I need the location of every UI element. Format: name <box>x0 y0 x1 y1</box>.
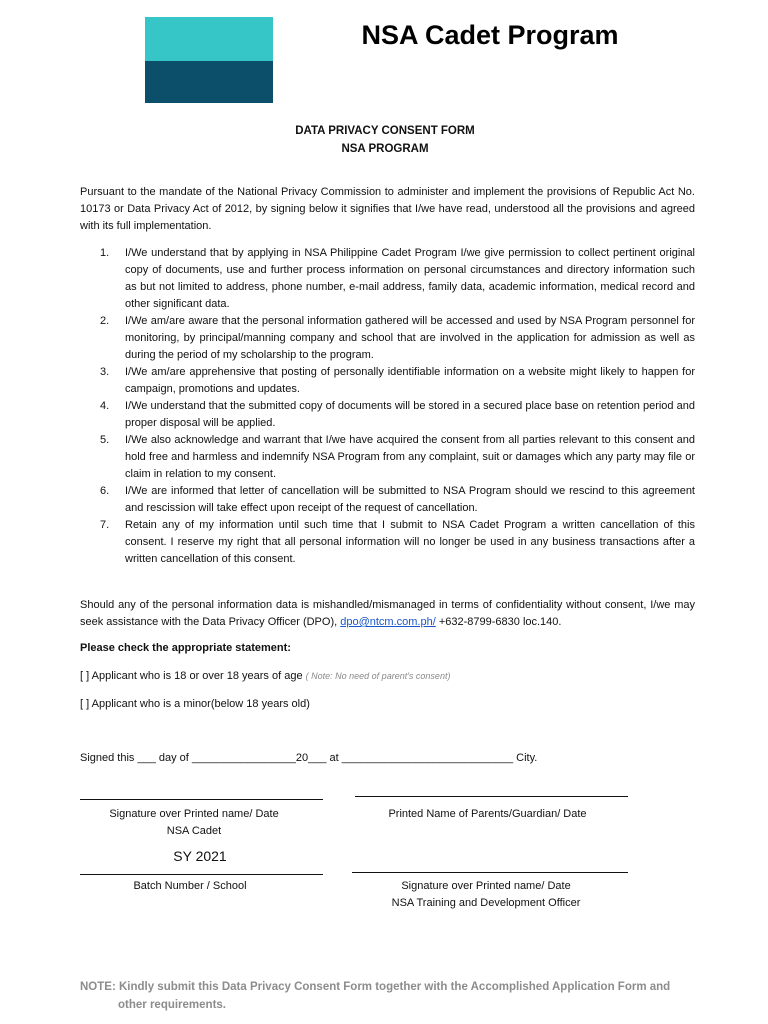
logo-bottom-block <box>145 61 273 103</box>
form-title <box>250 122 520 158</box>
footer-note <box>80 978 695 1014</box>
officer-signature-label: Signature over Printed name/ Date NSA Training and Development Officer <box>391 880 581 909</box>
left-signature-label: Signature over Printed name/ Date NSA Cadet <box>109 808 279 837</box>
batch-line <box>80 874 323 875</box>
form-title-line2: NSA PROGRAM <box>341 143 429 155</box>
consent-list <box>80 245 695 568</box>
footer-note-line2: other requirements. <box>118 999 226 1011</box>
left-signature-line <box>80 799 323 800</box>
list-item: 6. I/We are informed that letter of cancellation will be submitted to NSA Program should we rescind to this agreement and rescission will take effect upon receipt of the request of cancellation. <box>100 485 695 514</box>
right-signature-label: Printed Name of Parents/Guardian/ Date <box>388 808 587 820</box>
closing-paragraph <box>80 597 695 631</box>
right-signature-line <box>355 796 628 797</box>
closing-text: Should any of the personal information data is mishandled/mismanaged in terms of confidentiality without consent, I/we may seek assistance with the Data Privacy Officer (DPO), <box>80 599 695 628</box>
list-item: 4. I/We understand that the submitted copy of documents will be stored in a secured place base on retention period and proper disposal will be applied. <box>100 400 695 429</box>
option-adult-label: [ ] Applicant who is 18 or over 18 years of age <box>80 670 303 682</box>
list-item: 3. I/We am/are apprehensive that posting of personally identifiable information on a website might likely to happen for campaign, promotions and updates. <box>100 366 695 395</box>
list-item: 5. I/We also acknowledge and warrant that I/we have acquired the consent from all parties relevant to this consent and hold free and harmless and indemnify NSA Program from any complaint, suit or damages which any party may file or claim in relation to my consent. <box>100 434 695 480</box>
list-item: 7. Retain any of my information until such time that I submit to NSA Cadet Program a written cancellation of this consent. I reserve my right that all personal information will no longer be used in any business transactions after a written cancellation of this consent. <box>100 519 695 565</box>
list-item: 1. I/We understand that by applying in NSA Philippine Cadet Program I/we give permission to collect pertinent original copy of documents, use and further process information on personal circumstances and directory information such as but not limited to address, phone number, e-mail address, family data, academic information, medical record and other significant data. <box>100 247 695 310</box>
option-minor[interactable] <box>80 698 310 710</box>
officer-signature-line <box>352 872 628 873</box>
intro-paragraph: Pursuant to the mandate of the National Privacy Commission to administer and implement the provisions of Republic Act No. 10173 or Data Privacy Act of 2012, by signing below it signifies that I/we have read, understood all the provisions and agreed with its full implementation. <box>80 186 695 232</box>
list-item: 2. I/We am/are aware that the personal information gathered will be accessed and used by NSA Program personnel for monitoring, by principal/manning company and school that are involved in the application for admission as well as during the period of my scholarship to the program. <box>100 315 695 361</box>
form-title-line1: DATA PRIVACY CONSENT FORM <box>295 125 475 137</box>
logo-top-block <box>145 17 273 61</box>
page-title: NSA Cadet Program <box>361 20 619 50</box>
option-minor-label: [ ] Applicant who is a minor(below 18 years old) <box>80 698 310 710</box>
signed-line: Signed this ___ day of _________________20___ at ____________________________ City. <box>80 752 538 764</box>
option-adult-note: ( Note: No need of parent's consent) <box>305 671 451 681</box>
option-adult[interactable] <box>80 670 450 682</box>
batch-label: Batch Number / School <box>133 880 247 892</box>
dpo-phone: +632-8799-6830 loc.140. <box>438 616 562 628</box>
check-heading: Please check the appropriate statement: <box>80 642 291 654</box>
dpo-email-link[interactable]: dpo@ntcm.com.ph/ <box>340 616 436 628</box>
footer-note-line1: NOTE: Kindly submit this Data Privacy Consent Form together with the Accomplished Application Form and <box>80 981 671 993</box>
school-year-value: SY 2021 <box>173 848 227 864</box>
